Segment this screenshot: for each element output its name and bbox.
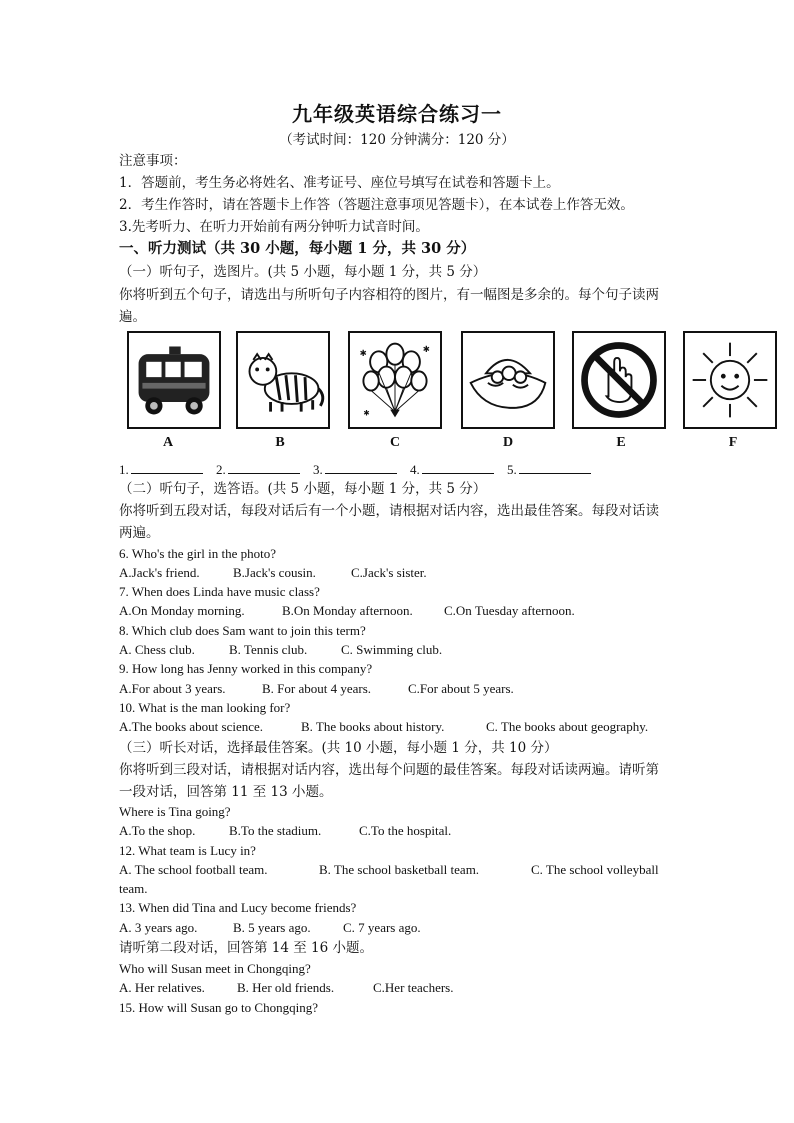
option-b: B.On Monday afternoon. — [282, 603, 413, 618]
blank-number: 4. — [410, 462, 420, 477]
question: 13. When did Tina and Lucy become friends? — [119, 900, 357, 915]
note-item: 2．考生作答时，请在答题卡上作答（答题注意事项见答题卡），在本试卷上作答无效。 — [119, 197, 634, 213]
page-title: 九年级英语综合练习一 — [292, 102, 502, 126]
option-a: A. 3 years ago. — [119, 920, 198, 935]
answer-blank[interactable] — [422, 461, 494, 474]
picture-f — [683, 331, 777, 429]
question: 6. Who's the girl in the photo? — [119, 546, 276, 561]
notes-heading: 注意事项： — [119, 153, 187, 169]
picture-d — [461, 331, 555, 429]
section-heading: 一、听力测试（共 30 小题，每小题 1 分，共 30 分） — [119, 240, 476, 257]
answer-blank[interactable] — [228, 461, 300, 474]
option-c: C.On Tuesday afternoon. — [444, 603, 575, 618]
svg-text:✱: ✱ — [363, 408, 370, 418]
option-b: B. For about 4 years. — [262, 681, 372, 696]
answer-blank[interactable] — [325, 461, 397, 474]
option-c: C.For about 5 years. — [408, 681, 514, 696]
exam-info: （考试时间：120 分钟满分：120 分） — [279, 132, 515, 148]
option-c: C. 7 years ago. — [343, 920, 421, 935]
instruction: 请听第二段对话，回答第 14 至 16 小题。 — [119, 940, 374, 956]
instruction: 你将听到五个句子，请选出与所听句子内容相符的图片，有一幅图是多余的。每个句子读两 — [119, 287, 659, 303]
instruction: 一段对话，回答第 11 至 13 小题。 — [119, 784, 333, 800]
note-item: 1．答题前，考生务必将姓名、准考证号、座位号填写在试卷和答题卡上。 — [119, 175, 560, 191]
tiger-icon — [238, 333, 328, 427]
option-a: A. Chess club. — [119, 642, 195, 657]
question: 9. How long has Jenny worked in this company? — [119, 661, 373, 676]
blank-number: 1. — [119, 462, 129, 477]
picture-label: D — [502, 435, 514, 450]
option-b: B. The school basketball team. — [319, 862, 480, 877]
picture-b — [236, 331, 330, 429]
option-b: B. 5 years ago. — [233, 920, 311, 935]
option-b: B. Tennis club. — [229, 642, 308, 657]
blank-number: 5. — [507, 462, 517, 477]
instruction: 你将听到三段对话，请根据对话内容，选出每个问题的最佳答案。每段对话读两遍。请听第 — [119, 762, 659, 778]
question: 8. Which club does Sam want to join this term? — [119, 623, 366, 638]
option-c: C.Jack's sister. — [351, 565, 427, 580]
picture-label: B — [275, 435, 285, 450]
option-b: B.To the stadium. — [229, 823, 322, 838]
option-continuation: team. — [119, 881, 148, 896]
option-b: B.Jack's cousin. — [233, 565, 316, 580]
picture-label: A — [162, 435, 174, 450]
answer-blanks-row — [119, 461, 601, 479]
svg-text:✱: ✱ — [422, 345, 430, 356]
option-a: A.To the shop. — [119, 823, 196, 838]
option-b: B. The books about history. — [301, 719, 445, 734]
option-c: C.Her teachers. — [373, 980, 454, 995]
option-a: A. The school football team. — [119, 862, 268, 877]
bus-icon — [129, 333, 219, 427]
option-a: A.For about 3 years. — [119, 681, 226, 696]
question: 12. What team is Lucy in? — [119, 843, 256, 858]
picture-label: C — [389, 435, 401, 450]
instruction: 遍。 — [119, 309, 146, 325]
part-heading: （二）听句子，选答语。(共 5 小题，每小题 1 分，共 5 分） — [119, 481, 487, 497]
option-a: A.Jack's friend. — [119, 565, 200, 580]
no-touching-icon — [574, 333, 664, 427]
option-c: C. The books about geography. — [486, 719, 649, 734]
blank-number: 2. — [216, 462, 226, 477]
question: Where is Tina going? — [119, 804, 231, 819]
question: 10. What is the man looking for? — [119, 700, 291, 715]
option-c: C.To the hospital. — [359, 823, 452, 838]
hat-icon — [463, 333, 553, 427]
picture-label: F — [728, 435, 738, 450]
question: 7. When does Linda have music class? — [119, 584, 320, 599]
option-c: C. The school volleyball — [531, 862, 659, 877]
question: 15. How will Susan go to Chongqing? — [119, 1000, 318, 1015]
note-item: 3.先考听力、在听力开始前有两分钟听力试音时间。 — [119, 219, 429, 235]
svg-text:✱: ✱ — [359, 349, 367, 360]
balloons-icon — [350, 333, 440, 427]
picture-c — [348, 331, 442, 429]
picture-a — [127, 331, 221, 429]
option-b: B. Her old friends. — [237, 980, 335, 995]
option-a: A.On Monday morning. — [119, 603, 245, 618]
option-a: A. Her relatives. — [119, 980, 205, 995]
picture-e — [572, 331, 666, 429]
option-a: A.The books about science. — [119, 719, 264, 734]
answer-blank[interactable] — [131, 461, 203, 474]
part-heading: （一）听句子，选图片。(共 5 小题，每小题 1 分，共 5 分） — [119, 264, 487, 280]
blank-number: 3. — [313, 462, 323, 477]
instruction: 两遍。 — [119, 525, 160, 541]
question: Who will Susan meet in Chongqing? — [119, 961, 311, 976]
option-c: C. Swimming club. — [341, 642, 443, 657]
answer-blank[interactable] — [519, 461, 591, 474]
part-heading: （三）听长对话，选择最佳答案。(共 10 小题，每小题 1 分，共 10 分） — [119, 740, 558, 756]
picture-label: E — [616, 435, 626, 450]
sun-icon — [685, 333, 775, 427]
instruction: 你将听到五段对话，每段对话后有一个小题，请根据对话内容，选出最佳答案。每段对话读 — [119, 503, 659, 519]
